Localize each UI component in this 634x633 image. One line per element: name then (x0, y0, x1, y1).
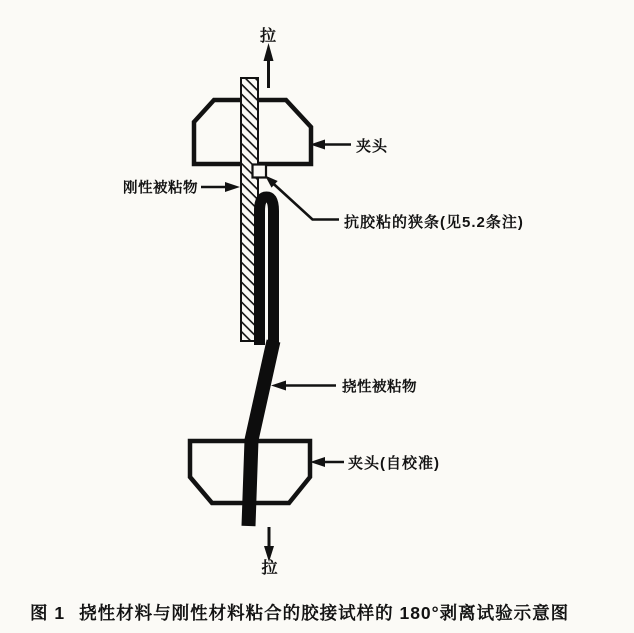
release-strip-label: 抗胶粘的狭条(见5.2条注) (344, 214, 524, 231)
figure-number: 图 1 (30, 603, 66, 623)
pull-up-arrow (264, 43, 274, 88)
top-clamp-leader-arrow (310, 140, 351, 150)
pull-down-arrow (264, 527, 274, 562)
figure-title: 挠性材料与刚性材料粘合的胶接试样的 180°剥离试验示意图 (79, 603, 570, 623)
release-strip (253, 165, 267, 178)
rigid-adherend-label: 刚性被粘物 (123, 180, 198, 197)
pull-bottom-label: 拉 (261, 560, 278, 577)
flexible-adherend-fold (260, 197, 274, 347)
top-clamp-label: 夹头 (356, 138, 389, 155)
figure-caption (30, 603, 569, 623)
bottom-clamp-leader-arrow (310, 457, 344, 467)
bottom-clamp-label: 夹头(自校准) (348, 455, 440, 472)
rigid-adherend-leader-arrow (201, 182, 240, 192)
flexible-adherend-leader-arrow (271, 381, 336, 391)
flexible-adherend-label: 挠性被粘物 (342, 379, 417, 396)
pull-top-label: 拉 (259, 28, 277, 45)
